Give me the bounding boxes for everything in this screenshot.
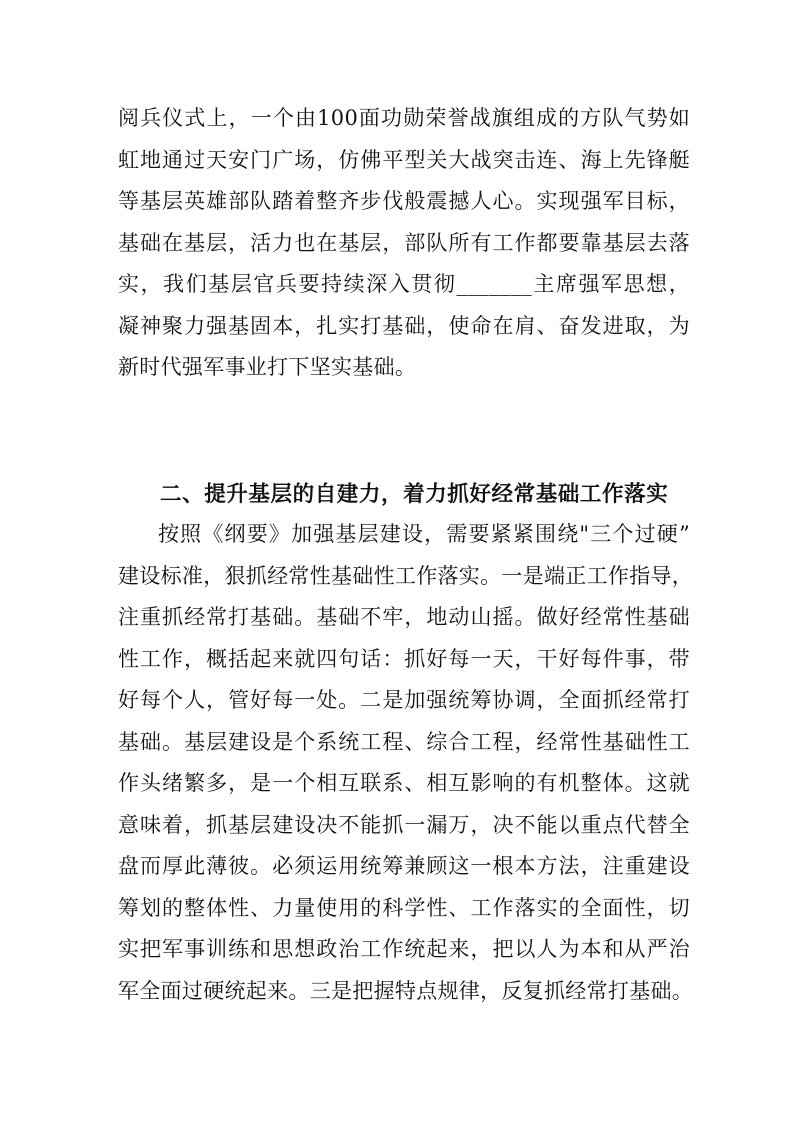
paragraph-line: 新时代强军事业打下坚实基础。 [118, 355, 417, 379]
paragraph-line: 实把军事训练和思想政治工作统起来，把以人为本和从严治 [118, 937, 690, 961]
paragraph-line: 基础。基层建设是个系统工程、综合工程，经常性基础性工 [118, 729, 690, 754]
paragraph-line: 好每个人，管好每一处。二是加强统筹协调，全面抓经常打 [118, 688, 690, 712]
paragraph-line: 意味着，抓基层建设决不能抓一漏万，决不能以重点代替全 [118, 812, 690, 837]
paragraph-line: 注重抓经常打基础。基础不牢，地动山摇。做好经常性基础 [118, 605, 690, 629]
paragraph-line: 盘而厚此薄彼。必须运用统筹兼顾这一根本方法，注重建设 [118, 854, 690, 878]
paragraph-2 [118, 514, 694, 1012]
paragraph-line: 性工作，概括起来就四句话：抓好每一天，干好每件事，带 [118, 646, 690, 671]
paragraph-line: 军全面过硬统起来。三是把握特点规律，反复抓经常打基础。 [118, 978, 694, 1003]
paragraph-line: 建设标准，狠抓经常性基础性工作落实。一是端正工作指导， [118, 563, 694, 588]
paragraph-1 [118, 98, 690, 389]
paragraph-line: 实，我们基层官兵要持续深入贯彻_______主席强军思想， [118, 272, 690, 296]
paragraph-line: 筹划的整体性、力量使用的科学性、工作落实的全面性，切 [118, 895, 690, 920]
paragraph-line: 等基层英雄部队踏着整齐步伐般震撼人心。实现强军目标， [118, 189, 690, 213]
paragraph-line: 阅兵仪式上，一个由100面功勋荣誉战旗组成的方队气势如 [118, 106, 690, 130]
paragraph-line: 按照《纲要》加强基层建设，需要紧紧围绕"三个过硬” [158, 522, 690, 546]
section-heading: 二、提升基层的自建力，着力抓好经常基础工作落实 [160, 482, 669, 507]
paragraph-line: 作头绪繁多，是一个相互联系、相互影响的有机整体。这就 [118, 771, 690, 795]
paragraph-line: 基础在基层，活力也在基层，部队所有工作都要靠基层去落 [118, 230, 690, 255]
paragraph-line: 虹地通过天安门广场，仿佛平型关大战突击连、海上先锋艇 [118, 147, 690, 172]
paragraph-line: 凝神聚力强基固本，扎实打基础，使命在肩、奋发进取，为 [118, 313, 690, 338]
